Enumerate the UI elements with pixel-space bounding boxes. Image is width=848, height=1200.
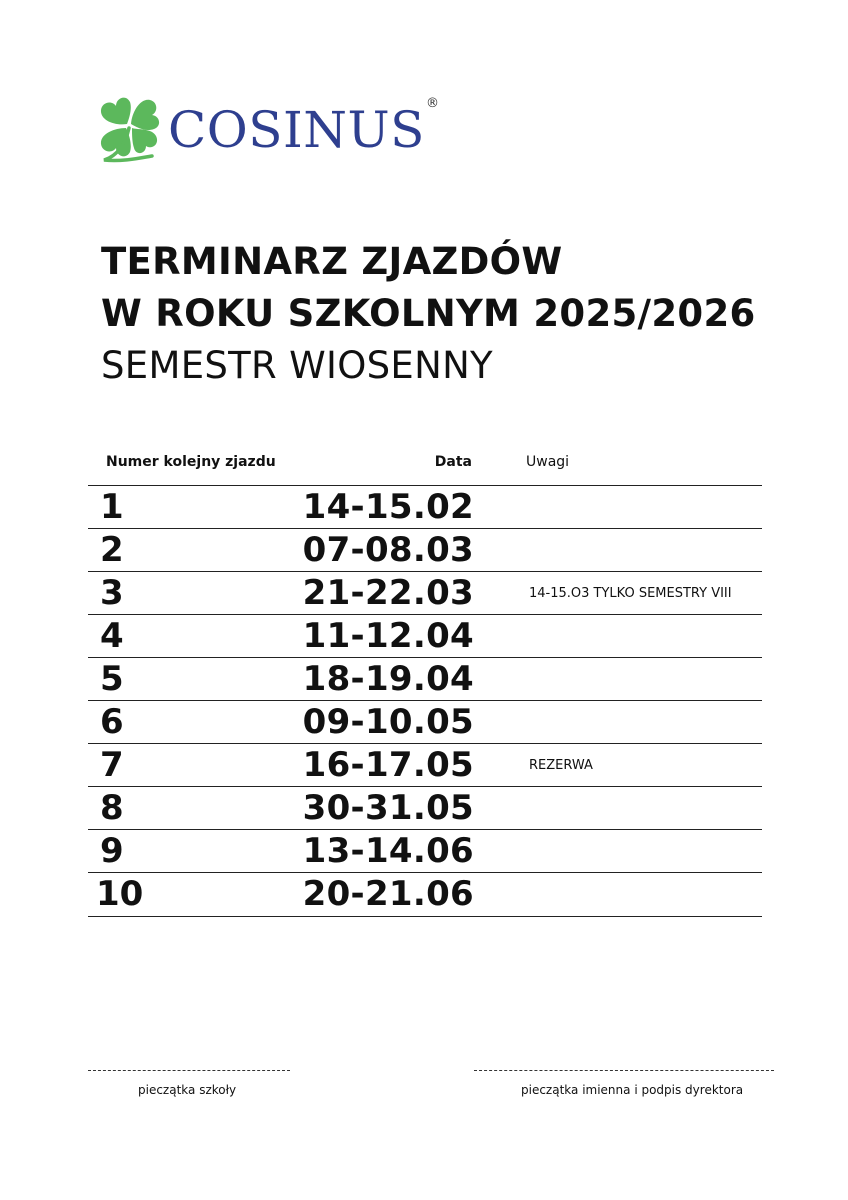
table-row [88,872,762,917]
registered-mark: ® [426,96,439,111]
row-number: 6 [100,702,124,742]
row-number: 3 [100,573,124,613]
logo-wordmark: COSINUS [168,101,425,159]
four-leaf-clover-icon [96,94,164,166]
row-number: 5 [100,659,124,699]
row-date: 16-17.05 [302,745,474,785]
row-date: 30-31.05 [302,788,474,828]
row-date: 14-15.02 [302,487,474,527]
table-row [88,657,762,700]
column-header-date: Data [434,454,472,470]
row-number: 7 [100,745,124,785]
row-number: 9 [100,831,124,871]
column-header-number: Numer kolejny zjazdu [106,454,276,470]
table-row [88,571,762,614]
table-row [88,829,762,872]
row-note: 14-15.O3 TYLKO SEMESTRY VIII [529,586,732,601]
page-subtitle: SEMESTR WIOSENNY [101,344,493,387]
row-date: 20-21.06 [302,874,474,914]
director-signature-label: pieczątka imienna i podpis dyrektora [521,1083,744,1097]
row-date: 21-22.03 [302,573,474,613]
row-number: 1 [100,487,124,527]
row-date: 13-14.06 [302,831,474,871]
row-date: 18-19.04 [302,659,474,699]
cosinus-logo [96,94,456,170]
table-row [88,700,762,743]
director-signature-line [474,1070,774,1071]
column-header-notes: Uwagi [526,454,570,470]
table-row [88,614,762,657]
row-date: 07-08.03 [302,530,474,570]
schedule-table [88,485,762,917]
row-date: 09-10.05 [302,702,474,742]
row-number: 2 [100,530,124,570]
school-stamp-label: pieczątka szkoły [138,1083,237,1097]
school-stamp-line [88,1070,290,1071]
table-row [88,786,762,829]
row-note: REZERWA [529,758,593,773]
table-row [88,743,762,786]
table-row [88,485,762,528]
row-number: 10 [96,874,144,914]
row-number: 8 [100,788,124,828]
table-row [88,528,762,571]
page-title-year: W ROKU SZKOLNYM 2025/2026 [101,292,756,335]
row-number: 4 [100,616,124,656]
page-title: TERMINARZ ZJAZDÓW [101,240,563,283]
row-date: 11-12.04 [302,616,474,656]
